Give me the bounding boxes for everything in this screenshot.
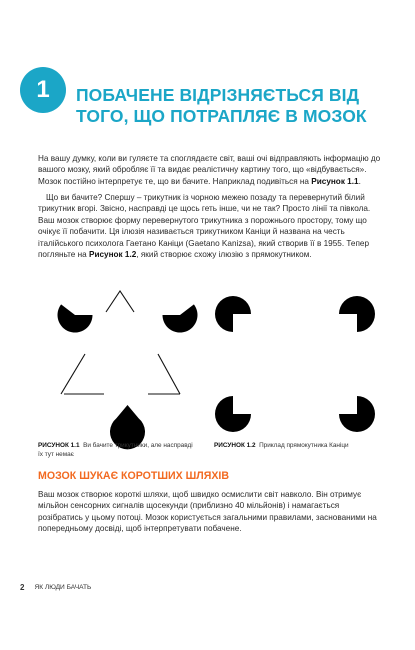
figure-1-2-label: РИСУНОК 1.2: [214, 442, 256, 449]
figure-1-1-caption-text: Ви бачите трикутники, але насправді їх тут немає: [38, 442, 193, 458]
explanation-paragraph-end: , який створює схожу ілюзію з прямокутником.: [136, 250, 312, 260]
chapter-title: ПОБАЧЕНЕ ВІДРІЗНЯЄТЬСЯ ВІД ТОГО, ЩО ПОТРАПЛЯЄ В МОЗОК: [76, 85, 367, 126]
shortcuts-paragraph: Ваш мозок створює короткі шляхи, щоб швидко осмислити світ навколо. Він отримує мільйон сенсорних сигналів щосекунди (приблизно 40 мільйонів) і намагається розібратись у цьому потоці. Мозок користується загальними правилами, заснованими на попередньому досвіді, щоб інтерпретувати побачене.: [38, 490, 377, 534]
quad-top-left: [215, 296, 251, 332]
pacman-top-left: [58, 304, 93, 332]
figure-1-2-caption: [214, 441, 384, 450]
kanizsa-triangle-figure: [58, 291, 198, 449]
figure-1-1-label: РИСУНОК 1.1: [38, 442, 80, 449]
triangle-outline-left: [61, 354, 85, 394]
intro-paragraph-end: .: [358, 176, 361, 186]
intro-paragraph-text: На вашу думку, коли ви гуляєте та споглядаєте світ, ваші очі відправляють інформацію до вашого мозку, який обробляє її та видає реалістичну картину того, що «відбувається». Мозок постійно інтерпретує те, що ви бачите. Наприклад подивіться на: [38, 154, 381, 186]
figure-1-2-reference: Рисунок 1.2: [89, 250, 137, 260]
running-book-title: ЯК ЛЮДИ БАЧАТЬ: [34, 584, 92, 591]
triangle-outline-right: [158, 354, 180, 394]
quad-bottom-left: [215, 396, 251, 432]
quad-bottom-right: [339, 396, 375, 432]
figure-1-2-caption-text: Приклад прямокутника Каніци: [259, 442, 349, 449]
triangle-outline-top: [106, 291, 134, 312]
pacman-top-right: [162, 304, 197, 332]
quad-top-right: [339, 296, 375, 332]
chapter-number: 1: [36, 76, 50, 103]
kanizsa-rectangle-figure: [215, 296, 375, 432]
figure-1-1-reference: Рисунок 1.1: [311, 176, 359, 186]
section-heading: МОЗОК ШУКАЄ КОРОТШИХ ШЛЯХІВ: [38, 470, 230, 482]
page-number: 2: [20, 583, 25, 592]
figure-1-1-caption: [38, 441, 198, 459]
explanation-paragraph-text: Що ви бачите? Спершу – трикутник із чорною межею позаду та перевернутий білий трикутник вгорі. Звісно, насправді це щось геть інше, чи не так? Просто лінії та півкола. Ваш мозок створює форму перевернутого трикутника з порожнього простору, тому що очікує її побачити. Ця ілюзія називається трикутником Каніци й названа на честь італійського психолога Гаетано Каніци (Gaetano Kanizsa), який створив її в 1955. Тепер погляньте на: [38, 193, 371, 260]
page-footer: [20, 583, 91, 592]
